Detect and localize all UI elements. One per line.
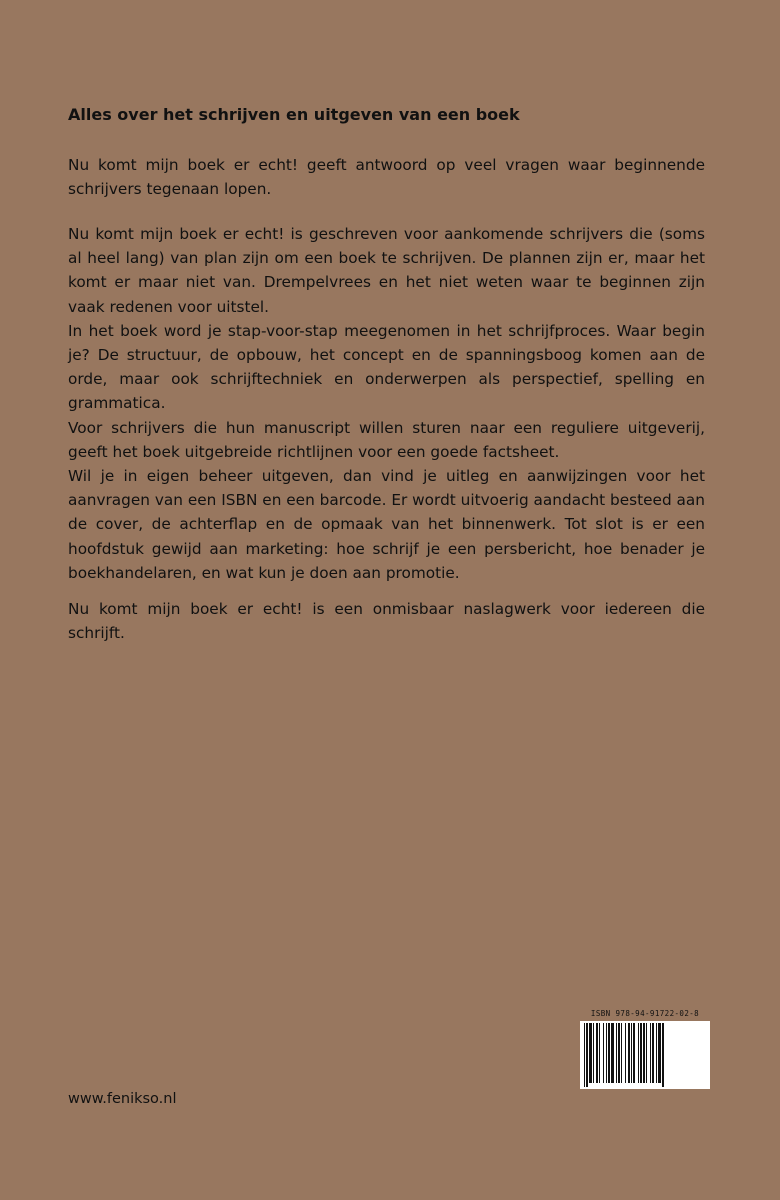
closing-paragraph: Nu komt mijn boek er echt! is een onmisbaar naslagwerk voor iedereen die schrijft. — [68, 600, 705, 643]
back-cover-title: Alles over het schrijven en uitgeven van een boek — [68, 105, 520, 124]
isbn-label: ISBN 978-94-91722-02-8 — [590, 1009, 700, 1018]
publisher-website: www.fenikso.nl — [68, 1091, 177, 1107]
barcode-icon — [580, 1021, 710, 1089]
description-paragraph-process: In het boek word je stap-voor-stap meegenomen in het schrijfproces. Waar begin je? De structuur, de opbouw, het concept en de spanningsboog komen aan de orde, maar ook schrijftechniek en onderwerpen als perspectief, spelling en grammatica. — [68, 321, 705, 413]
intro-paragraph: Nu komt mijn boek er echt! geeft antwoord op veel vragen waar beginnende schrijvers tegenaan lopen. — [68, 156, 705, 199]
intro-block — [68, 153, 705, 201]
description-paragraph-publishers: Voor schrijvers die hun manuscript willen sturen naar een reguliere uitgeverij, geeft het boek uitgebreide richtlijnen voor een goede factsheet. — [68, 418, 705, 461]
main-description-block — [68, 222, 705, 585]
description-paragraph-audience: Nu komt mijn boek er echt! is geschreven voor aankomende schrijvers die (soms al heel lang) van plan zijn om een boek te schrijven. De plannen zijn er, maar het komt er maar niet van. Drempelvrees en het niet weten waar te beginnen zijn vaak redenen voor uitstel. — [68, 225, 705, 316]
description-paragraph-self-publishing: Wil je in eigen beheer uitgeven, dan vind je uitleg en aanwijzingen voor het aanvragen van een ISBN en een barcode. Er wordt uitvoerig aandacht besteed aan de cover, de achterflap en de opmaak van het binnenwerk. Tot slot is er een hoofdstuk gewijd aan marketing: hoe schrijf je een persbericht, hoe benader je boekhandelaren, en wat kun je doen aan promotie. — [68, 467, 705, 582]
closing-block — [68, 597, 705, 645]
